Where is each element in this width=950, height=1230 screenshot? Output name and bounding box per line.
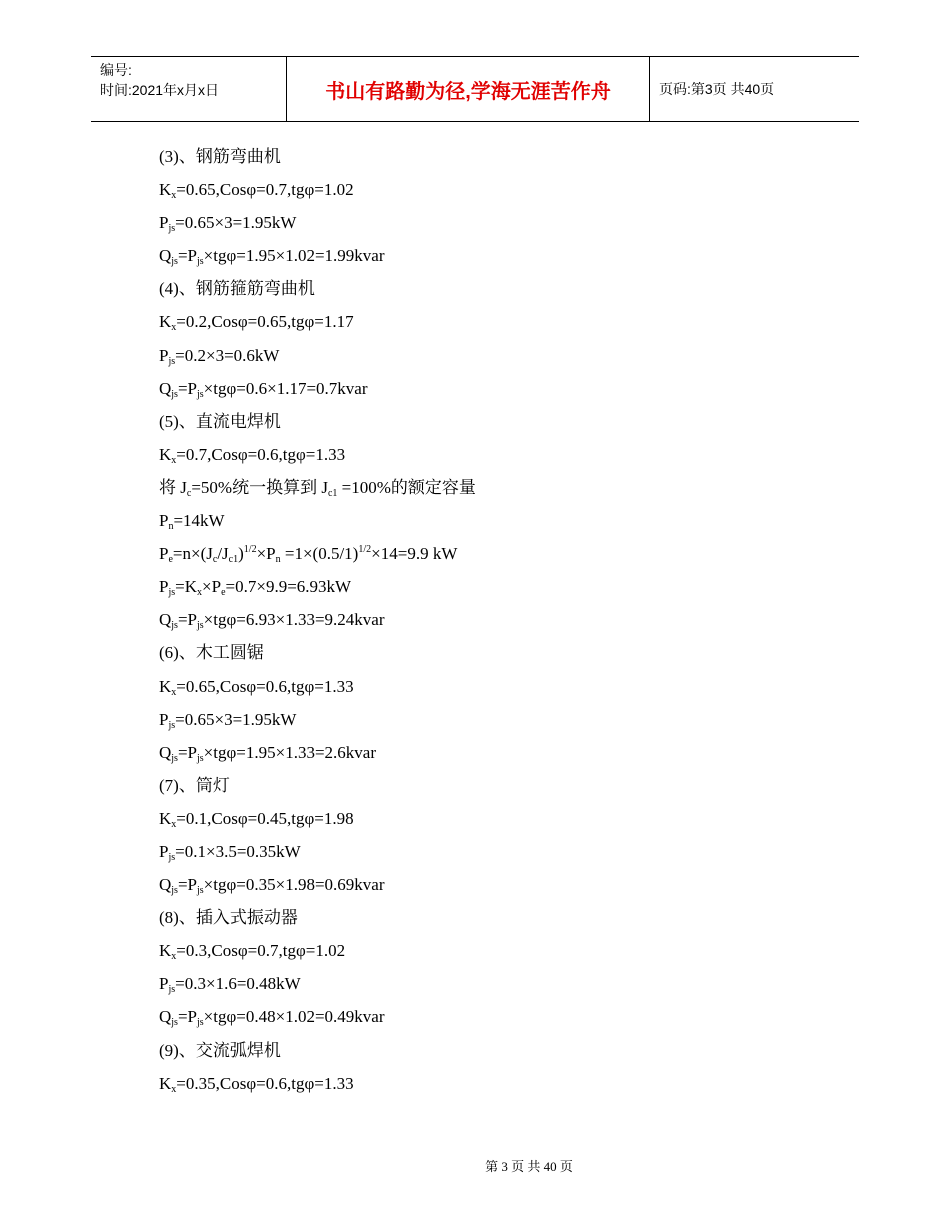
formula-line: $Q_{js}=P_{js}\times tg\varphi=0.48\times 1.02=0.49kvar$ [159, 1007, 385, 1029]
section-heading: (9)、交流弧焊机 [159, 1040, 281, 1060]
formula-line: $Q_{js}=P_{js}\times tg\varphi=6.93\times 1.33=9.24kvar$ [159, 610, 385, 632]
formula-line: $P_e=n\times(J_c/J_{c1})^{1/2}\times P_n =1\times(0.5/1)^{1/2}\times 14=9.9$ kW [159, 544, 458, 566]
formula-line: $Q_{js}=P_{js}\times tg\varphi=1.95\times 1.02=1.99kvar$ [159, 246, 385, 268]
section-heading: (3)、钢筋弯曲机 [159, 147, 281, 166]
formula-line: $K_x=0.65,Cos\varphi=0.6,tg\varphi=1.33$ [159, 676, 354, 698]
formula-line: $P_{js}=0.65\times 3=1.95kW$ [159, 213, 297, 235]
document-number-label: 编号: [100, 62, 132, 78]
header-meta [91, 57, 286, 121]
formula-line: $P_{js}=0.3\times 1.6=0.48kW$ [159, 974, 301, 996]
formula-line: $P_n=14kW$ [159, 511, 225, 533]
section-heading: (6)、木工圆锯 [159, 643, 264, 663]
formula-line: $P_{js}=0.2\times 3=0.6kW$ [159, 345, 280, 367]
formula-line: $Q_{js}=P_{js}\times tg\varphi=1.95\times 1.33=2.6kvar$ [159, 742, 377, 764]
section-heading: (4)、钢筋箍筋弯曲机 [159, 279, 315, 299]
formula-line: $Q_{js}=P_{js}\times tg\varphi=0.35\times 1.98=0.69kvar$ [159, 875, 385, 897]
document-time-label: 时间:2021年x月x日 [100, 82, 220, 98]
formula-line: $Q_{js}=P_{js}\times tg\varphi=0.6\times 1.17=0.7kvar$ [159, 378, 368, 400]
formula-line: $K_x=0.3,Cos\varphi=0.7,tg\varphi=1.02$ [159, 941, 346, 963]
section-heading: (5)、直流电焊机 [159, 411, 281, 431]
formula-line: $K_x=0.35,Cos\varphi=0.6,tg\varphi=1.33$ [159, 1073, 354, 1095]
formula-line: $K_x=0.2,Cos\varphi=0.65,tg\varphi=1.17$ [159, 312, 354, 334]
document-body [159, 140, 799, 1100]
section-heading: (7)、筒灯 [159, 775, 230, 795]
text-line: 将 $J_c=50\%$统一换算到 $J_{c1} =100\%$的额定容量 [159, 477, 476, 499]
header-page-number: 页码:第3页 共40页 [659, 81, 775, 97]
formula-line: $K_x=0.7,Cos\varphi=0.6,tg\varphi=1.33$ [159, 444, 346, 466]
formula-line: $P_{js}=0.1\times 3.5=0.35kW$ [159, 841, 301, 863]
formula-line: $K_x=0.1,Cos\varphi=0.45,tg\varphi=1.98$ [159, 808, 354, 830]
formula-line: $P_{js}=0.65\times 3=1.95kW$ [159, 709, 297, 731]
formula-line: $K_x=0.65,Cos\varphi=0.7,tg\varphi=1.02$ [159, 180, 354, 202]
header-motto: 书山有路勤为径,学海无涯苦作舟 [286, 57, 650, 121]
section-heading: (8)、插入式振动器 [159, 908, 298, 928]
page-footer: 第 3 页 共 40 页 [485, 1159, 573, 1174]
formula-line: $P_{js}=K_x\times P_e=0.7\times 9.9=6.93kW$ [159, 577, 352, 599]
page-header [91, 56, 859, 122]
